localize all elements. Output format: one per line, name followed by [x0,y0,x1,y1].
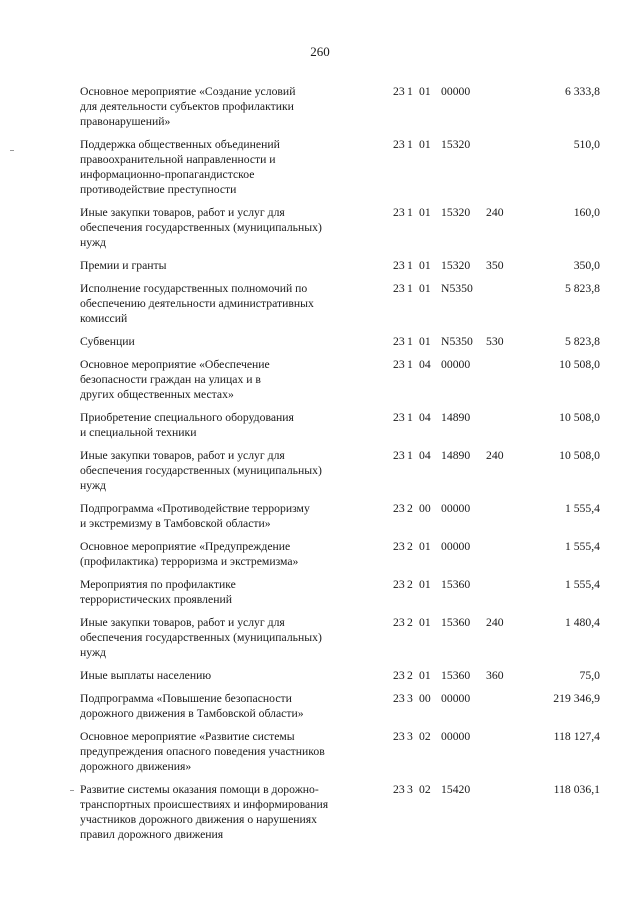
row-amount: 510,0 [573,138,600,151]
code-direction: 14890 [441,449,471,462]
table-row [80,729,600,774]
target-article-code [393,501,483,516]
code-subprogram: 1 [407,138,413,151]
table-row [80,410,600,440]
row-name: Поддержка общественных объединений правоохранительной направленности и информационно-пропагандистское противодействие преступности [80,138,280,196]
code-subprogram: 2 [407,502,413,515]
row-name: Мероприятия по профилактике террористических проявлений [80,578,236,606]
code-subprogram: 1 [407,335,413,348]
target-article-code [393,281,483,296]
expense-type-code: 240 [486,449,504,462]
expense-type-code: 530 [486,335,504,348]
table-row [80,691,600,721]
code-program: 23 [393,669,405,682]
expense-type-code: 240 [486,206,504,219]
row-name: Иные закупки товаров, работ и услуг для обеспечения государственных (муниципальных) нужд [80,206,322,249]
code-direction: 00000 [441,730,471,743]
code-direction: 00000 [441,692,471,705]
scan-speck [10,150,14,151]
code-direction: 15360 [441,578,471,591]
table-row [80,84,600,129]
row-amount: 10 508,0 [559,449,600,462]
table-row [80,258,600,273]
row-name: Премии и гранты [80,259,167,272]
code-subprogram: 1 [407,206,413,219]
code-program: 23 [393,578,405,591]
row-name: Основное мероприятие «Предупреждение (профилактика) терроризма и экстремизма» [80,540,299,568]
code-program: 23 [393,616,405,629]
code-event: 01 [419,669,431,682]
code-event: 02 [419,730,431,743]
target-article-code [393,577,483,592]
code-program: 23 [393,449,405,462]
table-row [80,782,600,842]
row-amount: 1 555,4 [564,502,600,515]
target-article-code [393,84,483,99]
expense-type-code: 350 [486,259,504,272]
row-amount: 10 508,0 [559,358,600,371]
code-subprogram: 2 [407,616,413,629]
code-direction: 15320 [441,206,471,219]
code-event: 04 [419,411,431,424]
code-program: 23 [393,259,405,272]
row-name: Основное мероприятие «Развитие системы предупреждения опасного поведения участников дорожного движения» [80,730,325,773]
row-name: Развитие системы оказания помощи в дорожно- транспортных происшествиях и информирования участников дорожного движения о нарушениях правил дорожного движения [80,783,329,841]
code-direction: 15320 [441,138,471,151]
code-subprogram: 3 [407,783,413,796]
code-subprogram: 2 [407,578,413,591]
code-subprogram: 2 [407,669,413,682]
row-name: Иные закупки товаров, работ и услуг для обеспечения государственных (муниципальных) нужд [80,616,322,659]
row-name: Исполнение государственных полномочий по обеспечению деятельности административных комиссий [80,282,314,325]
code-event: 01 [419,578,431,591]
code-subprogram: 1 [407,411,413,424]
code-direction: 15420 [441,783,471,796]
row-amount: 118 036,1 [553,783,600,796]
code-subprogram: 2 [407,540,413,553]
code-program: 23 [393,783,405,796]
row-amount: 1 480,4 [564,616,600,629]
target-article-code [393,691,483,706]
row-name: Иные выплаты населению [80,669,212,682]
row-amount: 5 823,8 [564,282,600,295]
target-article-code [393,729,483,744]
target-article-code [393,668,483,683]
code-direction: 00000 [441,85,471,98]
code-subprogram: 1 [407,259,413,272]
scan-speck [70,790,74,791]
code-subprogram: 1 [407,85,413,98]
table-row [80,448,600,493]
table-row [80,668,600,683]
target-article-code [393,205,483,220]
code-event: 01 [419,138,431,151]
code-direction: 00000 [441,358,471,371]
row-amount: 6 333,8 [564,85,600,98]
code-event: 04 [419,449,431,462]
table-row [80,357,600,402]
target-article-code [393,448,483,463]
code-event: 01 [419,259,431,272]
expense-type-code: 360 [486,669,504,682]
code-event: 01 [419,85,431,98]
row-name: Субвенции [80,335,135,348]
row-name: Основное мероприятие «Создание условий для деятельности субъектов профилактики правонарушений» [80,85,296,128]
code-program: 23 [393,206,405,219]
code-subprogram: 3 [407,730,413,743]
row-amount: 350,0 [573,259,600,272]
code-event: 01 [419,540,431,553]
code-program: 23 [393,730,405,743]
code-event: 00 [419,502,431,515]
row-amount: 10 508,0 [559,411,600,424]
target-article-code [393,615,483,630]
row-name: Приобретение специального оборудования и специальной техники [80,411,294,439]
target-article-code [393,137,483,152]
row-amount: 219 346,9 [553,692,600,705]
code-event: 01 [419,616,431,629]
code-program: 23 [393,282,405,295]
target-article-code [393,782,483,797]
code-event: 00 [419,692,431,705]
code-program: 23 [393,138,405,151]
code-direction: 00000 [441,502,471,515]
code-direction: 15320 [441,259,471,272]
row-name: Подпрограмма «Повышение безопасности дорожного движения в Тамбовской области» [80,692,304,720]
code-direction: 00000 [441,540,471,553]
page-number: 260 [310,44,330,59]
table-row [80,281,600,326]
target-article-code [393,539,483,554]
code-direction: 14890 [441,411,471,424]
row-amount: 75,0 [579,669,600,682]
row-amount: 1 555,4 [564,540,600,553]
target-article-code [393,410,483,425]
code-program: 23 [393,411,405,424]
table-row [80,205,600,250]
code-event: 01 [419,282,431,295]
code-subprogram: 1 [407,358,413,371]
code-program: 23 [393,540,405,553]
target-article-code [393,357,483,372]
table-row [80,501,600,531]
row-amount: 118 127,4 [553,730,600,743]
row-name: Основное мероприятие «Обеспечение безопасности граждан на улицах и в других общественных местах» [80,358,270,401]
code-event: 01 [419,206,431,219]
code-direction: N5350 [441,335,473,348]
code-direction: 15360 [441,616,471,629]
code-program: 23 [393,502,405,515]
code-subprogram: 1 [407,282,413,295]
code-program: 23 [393,358,405,371]
target-article-code [393,334,483,349]
code-subprogram: 3 [407,692,413,705]
table-row [80,577,600,607]
code-event: 04 [419,358,431,371]
row-amount: 5 823,8 [564,335,600,348]
code-program: 23 [393,335,405,348]
row-amount: 1 555,4 [564,578,600,591]
code-event: 01 [419,335,431,348]
code-direction: N5350 [441,282,473,295]
row-name: Подпрограмма «Противодействие терроризму и экстремизму в Тамбовской области» [80,502,310,530]
table-row [80,539,600,569]
row-name: Иные закупки товаров, работ и услуг для обеспечения государственных (муниципальных) нужд [80,449,322,492]
code-direction: 15360 [441,669,471,682]
row-amount: 160,0 [573,206,600,219]
budget-table [80,84,600,850]
table-row [80,334,600,349]
code-subprogram: 1 [407,449,413,462]
code-program: 23 [393,85,405,98]
expense-type-code: 240 [486,616,504,629]
table-row [80,615,600,660]
code-event: 02 [419,783,431,796]
code-program: 23 [393,692,405,705]
table-row [80,137,600,197]
target-article-code [393,258,483,273]
